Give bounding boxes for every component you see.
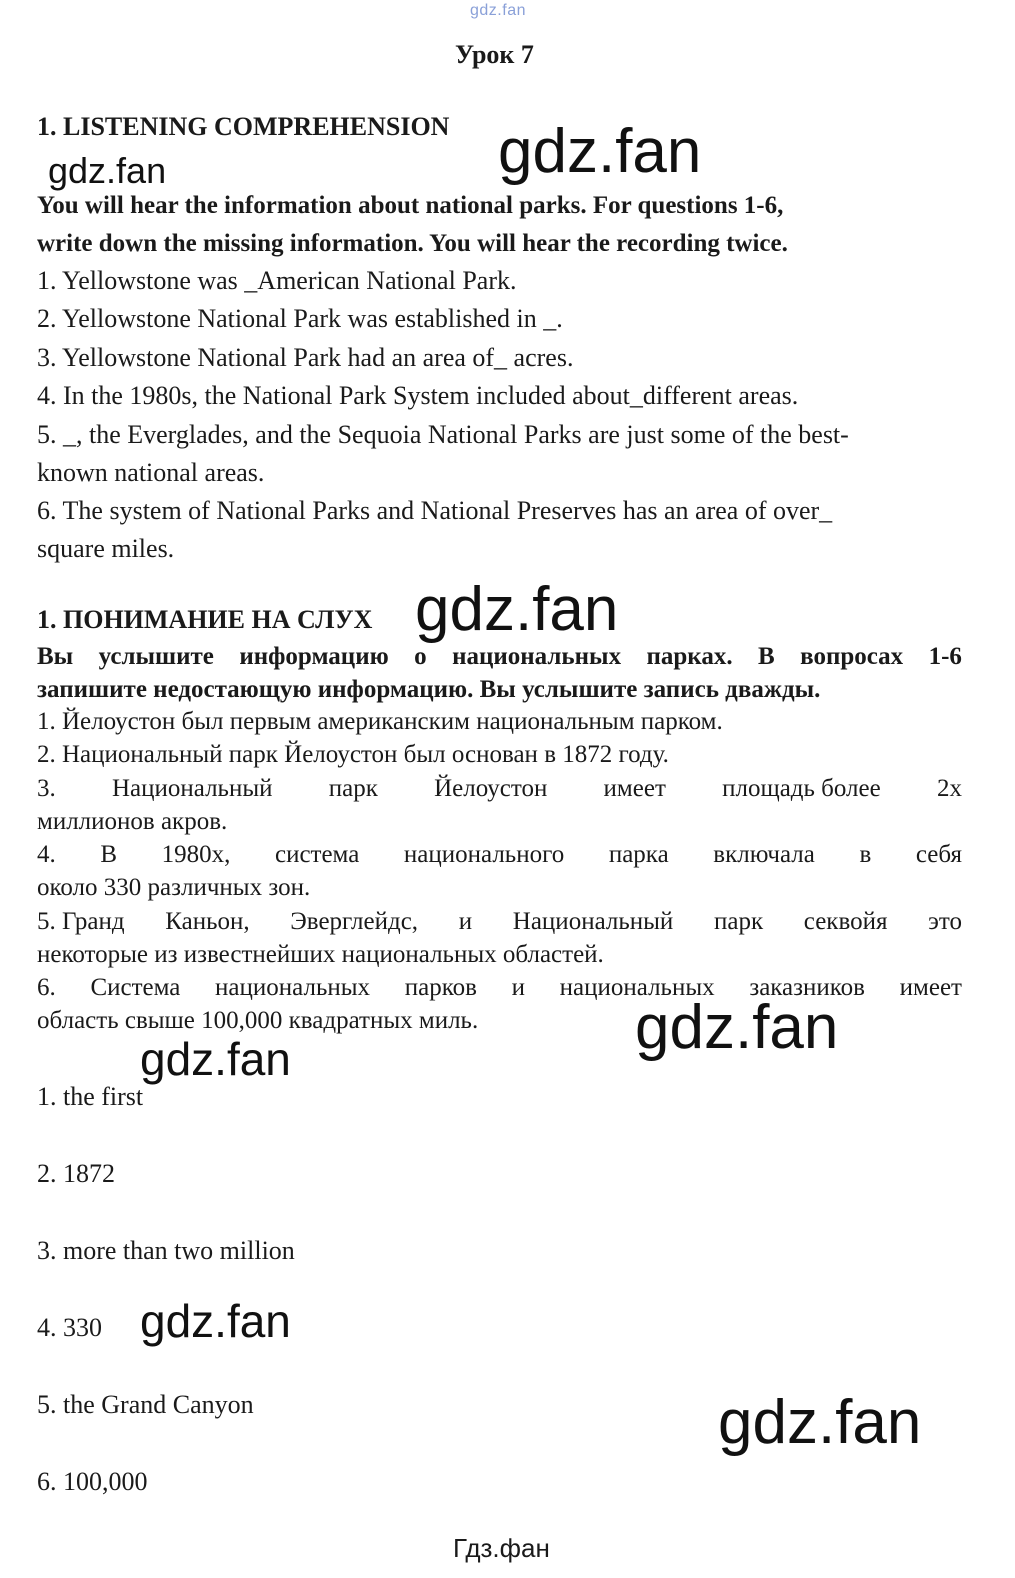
russian-heading: 1. ПОНИМАНИЕ НА СЛУХ [37,605,373,634]
word: услышите [98,643,214,670]
word: секвойя [803,908,888,935]
answer-4: 4. 330 [37,1313,102,1342]
watermark: gdz.fan [140,1295,291,1347]
english-question-3: 3. Yellowstone National Park had an area of_ acres. [37,343,574,372]
word: имеет [899,974,962,1001]
word: парков [404,974,477,1001]
word: 6. [37,974,56,1001]
russian-instructions-line2: запишите недостающую информацию. Вы услышите запись дважды. [37,676,821,703]
english-instructions-line2: write down the missing information. You will hear the recording twice. [37,230,788,257]
word: о [414,643,427,670]
word: система [274,841,360,868]
word: национальных [559,974,715,1001]
word: Каньон, [165,908,250,935]
word: площадь более [722,775,881,802]
watermark: gdz.fan [718,1388,922,1457]
word: это [928,908,962,935]
word: парк [328,775,378,802]
word: В [100,841,118,868]
russian-question-1: 1. Йелоустон был первым американским национальным парком. [37,708,723,735]
answer-5: 5. the Grand Canyon [37,1390,254,1419]
footer-watermark: Гдз.фан [453,1533,550,1563]
word: себя [915,841,962,868]
russian-question-5-line2: некоторые из известнейших национальных областей. [37,941,604,968]
word: имеет [603,775,666,802]
word: и [458,908,473,935]
word: включала [713,841,815,868]
english-heading: 1. LISTENING COMPREHENSION [37,112,450,141]
english-question-6-line1: 6. The system of National Parks and National Preserves has an area of over_ [37,496,833,525]
english-question-6-line2: square miles. [37,534,175,563]
word: вопросах [800,643,904,670]
watermark: gdz.fan [498,117,702,186]
russian-question-6-line2: область свыше 100,000 квадратных миль. [37,1007,479,1034]
watermark: gdz.fan [635,993,839,1062]
page-title: Урок 7 [455,40,534,69]
word: парка [608,841,669,868]
word: Национальный [111,775,273,802]
russian-question-4-line2: около 330 различных зон. [37,874,311,901]
word: 5. Гранд [37,908,125,935]
russian-question-2: 2. Национальный парк Йелоустон был основан в 1872 году. [37,741,669,768]
word: 2х [936,775,962,802]
word: Йелоустон [434,775,548,802]
word: заказников [749,974,865,1001]
word: Система [90,974,181,1001]
word: и [511,974,525,1001]
word: 3. [37,775,56,802]
english-question-5-line1: 5. _, the Everglades, and the Sequoia National Parks are just some of the best- [37,420,849,449]
russian-question-3-line2: миллионов акров. [37,808,228,835]
russian-question-3-line1 [37,772,962,805]
word: национального [403,841,565,868]
watermark: gdz.fan [140,1033,291,1085]
word: 1-6 [928,643,962,670]
watermark: gdz.fan [48,150,167,191]
word: Эверглейдс, [290,908,419,935]
word: В [758,643,775,670]
word: Вы [37,643,74,670]
top-watermark: gdz.fan [470,2,526,19]
answer-2: 2. 1872 [37,1159,115,1188]
english-instructions-line1: You will hear the information about national parks. For questions 1-6, [37,192,784,219]
russian-question-4-line1 [37,838,962,871]
word: 1980х, [161,841,231,868]
word: национальных [215,974,371,1001]
english-question-5-line2: known national areas. [37,458,265,487]
word: 4. [37,841,56,868]
answer-3: 3. more than two million [37,1236,295,1265]
english-question-2: 2. Yellowstone National Park was established in _. [37,304,563,333]
word: информацию [239,643,389,670]
word: парках. [646,643,733,670]
answer-6: 6. 100,000 [37,1467,148,1496]
english-question-1: 1. Yellowstone was _American National Park. [37,266,517,295]
answer-1: 1. the first [37,1082,144,1111]
word: национальных [452,643,622,670]
word: в [859,841,872,868]
word: парк [714,908,764,935]
word: Национальный [512,908,674,935]
russian-instructions-line1 [37,640,962,673]
english-question-4: 4. In the 1980s, the National Park System included about_different areas. [37,381,799,410]
russian-question-5-line1 [37,905,962,938]
watermark: gdz.fan [415,575,619,644]
